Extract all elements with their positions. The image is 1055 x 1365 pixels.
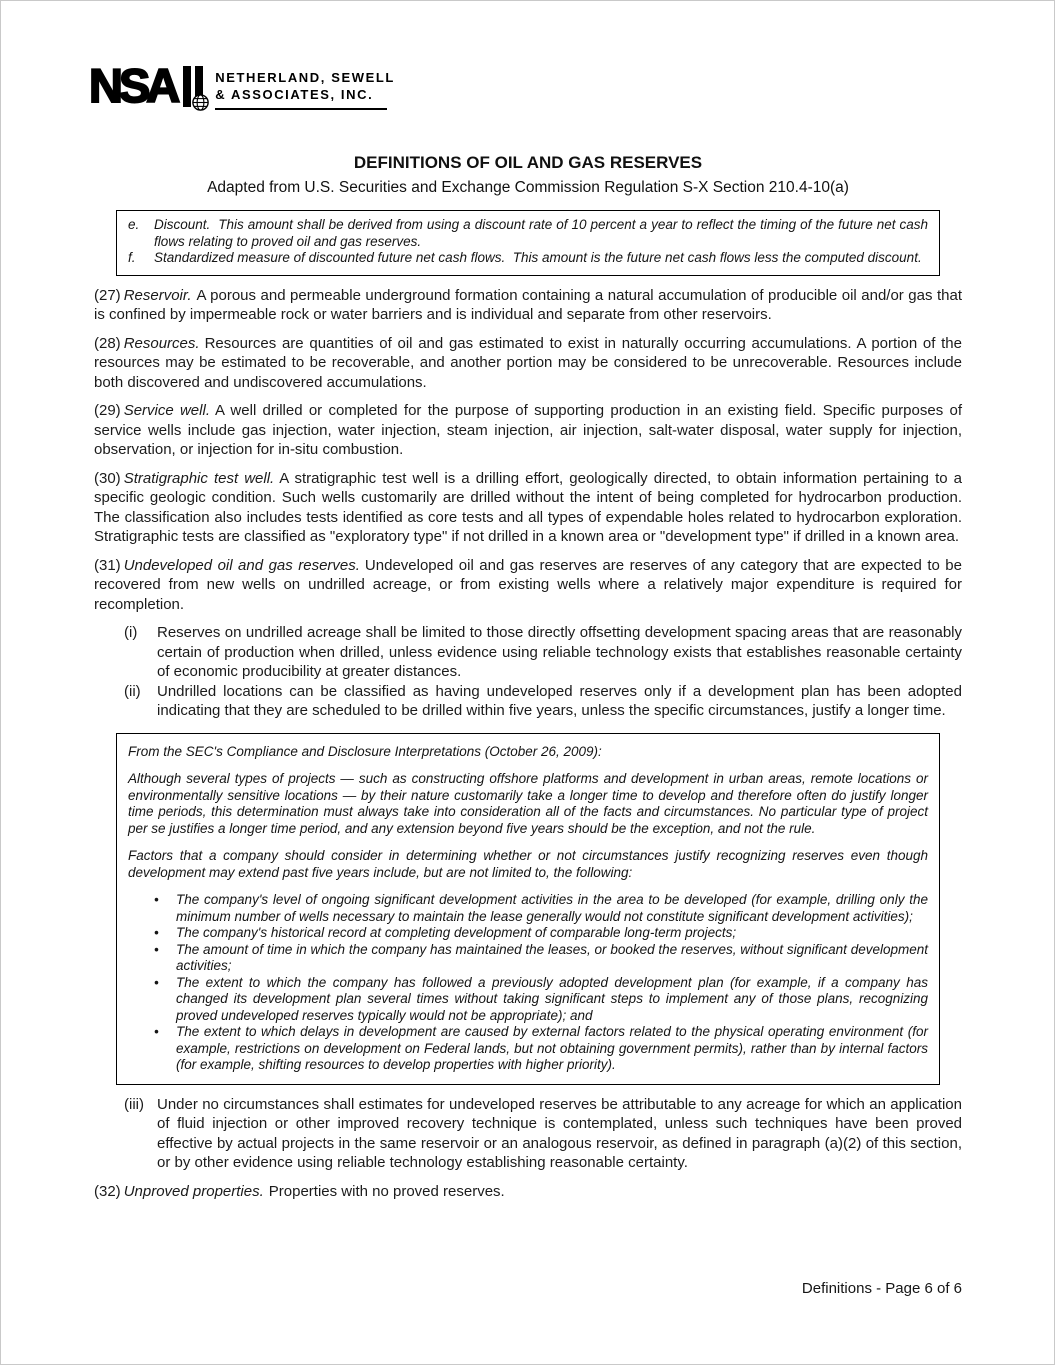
- subitem-text: Undrilled locations can be classified as having undeveloped reserves only if a development plan has been adopted indicating that they are scheduled to be drilled within five years, unless the specific circumstances, justify a longer time.: [157, 682, 962, 719]
- subitem-label: (iii): [124, 1095, 144, 1113]
- definition-text: Resources are quantities of oil and gas estimated to exist in naturally occurring accumulations. A portion of the resources may be estimated to be recoverable, and another portion may be considered to be unrecoverable. Resources include both discovered and undiscovered accumulations.: [94, 334, 962, 391]
- definition-term: Reservoir.: [123, 286, 192, 304]
- definition-number: (27): [94, 286, 121, 304]
- definition-text: Properties with no proved reserves.: [268, 1182, 505, 1200]
- definition-number: (29): [94, 402, 121, 419]
- definition-31: [94, 556, 962, 615]
- nsai-logo: [89, 59, 962, 115]
- bullet-text: The extent to which the company has followed a previously adopted development plan (for example, if a company has changed its development plan several times without taking significant steps to implement any of those plans, recognizing proved undeveloped reserves typically would not be appropriate); and: [176, 974, 928, 1023]
- sec-box-bullet-3: [154, 942, 928, 975]
- definition-term: Undeveloped oil and gas reserves.: [123, 556, 360, 574]
- bullet-text: The amount of time in which the company has maintained the leases, or booked the reserves, without significant development activities;: [176, 941, 928, 973]
- definition-27: [94, 286, 962, 325]
- globe-icon: [192, 94, 209, 111]
- definition-text: A porous and permeable underground formation containing a natural accumulation of producible oil and/or gas that is confined by impermeable rock or water barriers and is individual and separate from other reservoirs.: [94, 286, 962, 323]
- bullet-icon: •: [154, 941, 159, 957]
- continuation-box: [116, 210, 940, 276]
- definition-30: [94, 469, 962, 547]
- company-name: [215, 69, 395, 110]
- definition-number: (31): [94, 556, 121, 574]
- list-item-text: Discount. This amount shall be derived from using a discount rate of 10 percent a year to reflect the timing of the future net cash flows relating to proved oil and gas reserves.: [154, 217, 928, 249]
- subitem-label: (ii): [124, 682, 141, 700]
- sec-box-bullet-1: [154, 892, 928, 925]
- subitem-iii: [124, 1095, 962, 1173]
- bullet-icon: •: [154, 892, 159, 907]
- page-subtitle: Adapted from U.S. Securities and Exchange Commission Regulation S-X Section 210.4-10(a): [207, 179, 849, 196]
- sec-box-heading: From the SEC's Compliance and Disclosure Interpretations (October 26, 2009):: [128, 743, 602, 759]
- sec-box-bullet-4: [154, 975, 928, 1025]
- bullet-text: The extent to which delays in development are caused by external factors related to the physical operating environment (for example, restrictions on development on Federal lands, but not obtaining government permits), rather than by internal factors (for example, shifting resources to develop properties with higher priority).: [176, 1024, 928, 1072]
- company-name-line2: & ASSOCIATES, INC.: [215, 87, 374, 102]
- definition-number: (32): [94, 1182, 121, 1200]
- page-footer: Definitions - Page 6 of 6: [801, 1280, 962, 1297]
- list-item-e: [128, 217, 928, 250]
- definition-number: (30): [94, 469, 121, 487]
- definition-term: Stratigraphic test well.: [123, 469, 275, 487]
- subitem-ii: [124, 682, 962, 721]
- list-item-label: f.: [128, 250, 136, 265]
- list-item-label: e.: [128, 217, 140, 232]
- page-title: DEFINITIONS OF OIL AND GAS RESERVES: [353, 153, 703, 172]
- page-content: [1, 1, 1054, 1201]
- sec-box-bullet-5: [154, 1024, 928, 1074]
- definition-text: A stratigraphic test well is a drilling effort, geologically directed, to obtain information pertaining to a specific geologic condition. Such wells customarily are drilled without the intent of being completed for hydrocarbon production. The classification also includes tests identified as core tests and all types of expendable holes related to hydrocarbon exploration. Stratigraphic tests are classified as "exploratory type" if not drilled in a known area or "development type" if drilled in a known area.: [94, 469, 962, 545]
- bullet-icon: •: [154, 925, 159, 940]
- nsai-logo-letters: NSA: [89, 59, 177, 112]
- sec-guidance-box: [116, 733, 940, 1085]
- subitem-label: (i): [124, 624, 138, 641]
- definition-32: [94, 1182, 962, 1202]
- bullet-icon: •: [154, 1024, 159, 1039]
- list-item-f: [128, 250, 928, 267]
- subitem-text: Reserves on undrilled acreage shall be limited to those directly offsetting development spacing areas that are reasonably certain of production when drilled, unless evidence using reliable technology exists that establishes reasonable certainty of economic producibility at greater distances.: [157, 624, 962, 680]
- sec-box-paragraph-2: Factors that a company should consider in determining whether or not circumstances justify recognizing reserves even though development may extend past five years include, but are not limited to, the following:: [128, 848, 928, 880]
- bullet-text: The company's level of ongoing significant development activities in the area to be developed (for example, drilling only the minimum number of wells necessary to maintain the lease generally would not constitute significant development activities);: [176, 892, 928, 924]
- list-item-text: Standardized measure of discounted future net cash flows. This amount is the future net cash flows less the computed discount.: [154, 250, 922, 265]
- definition-29: [94, 401, 962, 460]
- definition-term: Unproved properties.: [123, 1182, 264, 1200]
- bullet-icon: •: [154, 974, 159, 990]
- sec-box-paragraph-1: Although several types of projects — such as constructing offshore platforms and development in urban areas, remote locations or environmentally sensitive locations — by their nature customarily take a longer time to develop and therefore often do justify longer time periods, this determination must always take into consideration all of the facts and circumstances. No particular type of project per se justifies a longer time period, and any extension beyond five years should be the exception, and not the rule.: [128, 771, 928, 836]
- subitem-i: [124, 623, 962, 682]
- definition-text: A well drilled or completed for the purpose of supporting production in an existing field. Specific purposes of service wells include gas injection, water injection, steam injection, air injection, salt-water disposal, water supply for injection, observation, or injection for in-situ combustion.: [94, 402, 962, 458]
- nsai-logo-mark: [89, 59, 203, 112]
- definition-text: Undeveloped oil and gas reserves are reserves of any category that are expected to be recovered from new wells on undrilled acreage, or from existing wells where a relatively major expenditure is required for recompletion.: [94, 556, 962, 613]
- subitem-text: Under no circumstances shall estimates for undeveloped reserves be attributable to any acreage for which an application of fluid injection or other improved recovery technique is contemplated, unless such techniques have been proved effective by actual projects in the same reservoir or an analogous reservoir, as defined in paragraph (a)(2) of this section, or by other evidence using reliable technology establishing reasonable certainty.: [157, 1095, 962, 1171]
- sec-box-bullet-2: [154, 925, 928, 942]
- bullet-text: The company's historical record at completing development of comparable long-term projects;: [176, 925, 737, 940]
- list-item-term: Standardized measure of discounted future net cash flows.: [154, 250, 506, 265]
- definition-28: [94, 334, 962, 393]
- company-name-line1: NETHERLAND, SEWELL: [215, 70, 395, 85]
- logo-underline: [215, 108, 387, 110]
- definition-number: (28): [94, 334, 121, 352]
- definition-term: Resources.: [123, 334, 200, 352]
- definition-term: Service well.: [123, 402, 210, 419]
- list-item-term: Discount.: [154, 217, 211, 232]
